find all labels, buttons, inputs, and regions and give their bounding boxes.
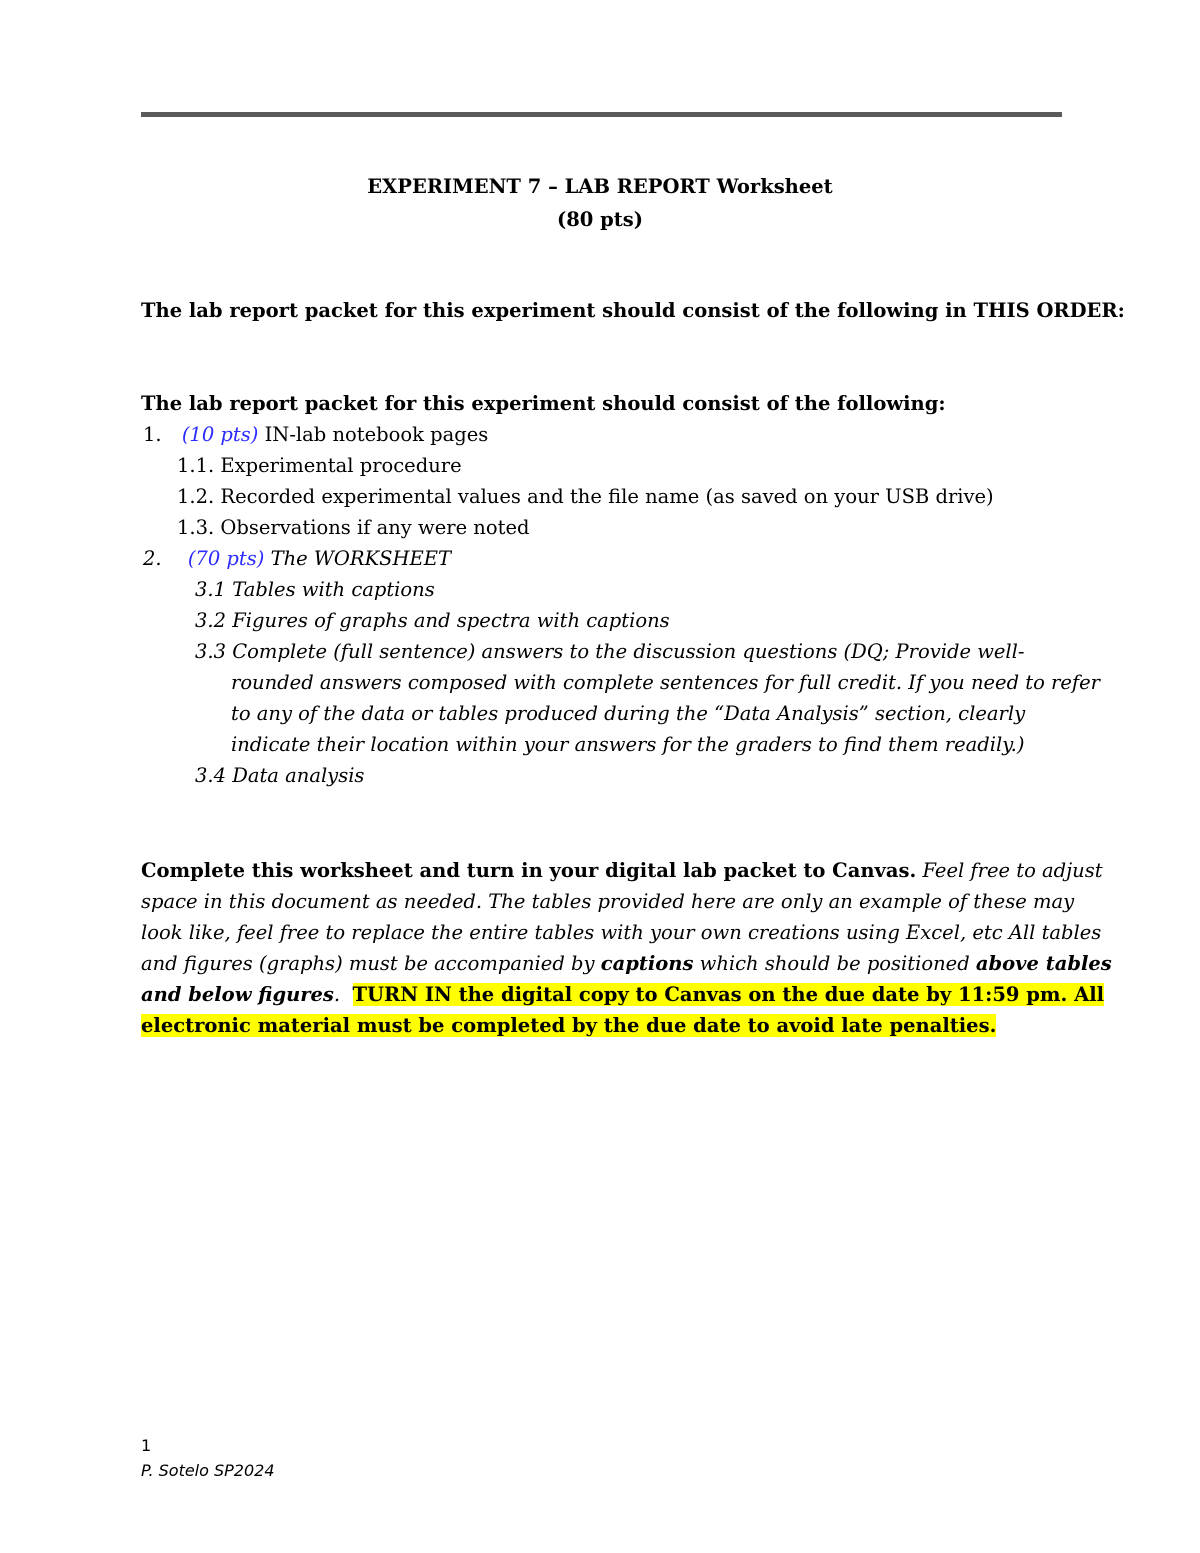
due-date-highlight: TURN IN the digital copy to Canvas on the due date by 11:59 pm. All: [352, 983, 1105, 1006]
header-rule: [141, 112, 1062, 117]
intro-list: The lab report packet for this experiment should consist of the following:: [141, 392, 946, 415]
instructions-line-3: look like, feel free to replace the entire tables with your own creations using Excel, etc All tables: [141, 921, 1102, 944]
sub-item: 1.1. Experimental procedure: [177, 454, 462, 477]
points-label: (70 pts): [187, 547, 265, 570]
below-figures-emphasis: and below figures: [141, 983, 334, 1006]
document-title: EXPERIMENT 7 – LAB REPORT Worksheet: [367, 175, 833, 198]
sub-item: 3.3 Complete (full sentence) answers to the discussion questions (DQ; Provide well-: [195, 640, 1025, 663]
late-penalty-highlight: electronic material must be completed by the due date to avoid late penalties.: [141, 1014, 997, 1037]
sub-item-continued: indicate their location within your answers for the graders to find them readily.): [231, 733, 1025, 756]
above-tables-emphasis: above tables: [975, 952, 1112, 975]
total-points: (80 pts): [557, 208, 643, 231]
instructions-bold: Complete this worksheet and turn in your digital lab packet to Canvas.: [141, 859, 917, 882]
footer-author: P. Sotelo SP2024: [141, 1461, 275, 1480]
instructions-line-4: [141, 952, 1112, 976]
instructions-line-6: [141, 1014, 996, 1038]
sub-item-continued: to any of the data or tables produced during the “Data Analysis” section, clearly: [231, 702, 1026, 725]
list-number: 1.: [143, 423, 162, 446]
instructions-line-2: space in this document as needed. The tables provided here are only an example of these may: [141, 890, 1075, 913]
sub-item: 3.4 Data analysis: [195, 764, 365, 787]
list-item-1: [143, 423, 488, 447]
instructions-line-5: [141, 983, 1104, 1007]
sub-item-continued: rounded answers composed with complete sentences for full credit. If you need to refer: [231, 671, 1100, 694]
instructions-italic: Feel free to adjust: [916, 859, 1103, 882]
intro-order: The lab report packet for this experiment should consist of the following in THIS ORDER:: [141, 299, 1125, 322]
sub-item: 1.3. Observations if any were noted: [177, 516, 530, 539]
list-item-text: The WORKSHEET: [264, 547, 451, 570]
list-item-text: IN-lab notebook pages: [258, 423, 489, 446]
sub-item: 1.2. Recorded experimental values and the file name (as saved on your USB drive): [177, 485, 994, 508]
period: .: [333, 983, 341, 1006]
page-number: 1: [141, 1436, 152, 1455]
captions-emphasis: captions: [600, 952, 694, 975]
list-item-2: [143, 547, 451, 571]
instructions-line-1: [141, 859, 1103, 883]
points-label: (10 pts): [181, 423, 259, 446]
sub-item: 3.1 Tables with captions: [195, 578, 435, 601]
list-number: 2.: [143, 547, 162, 570]
sub-item: 3.2 Figures of graphs and spectra with captions: [195, 609, 670, 632]
instructions-text: and figures (graphs) must be accompanied by: [141, 952, 601, 975]
instructions-text: which should be positioned: [693, 952, 976, 975]
